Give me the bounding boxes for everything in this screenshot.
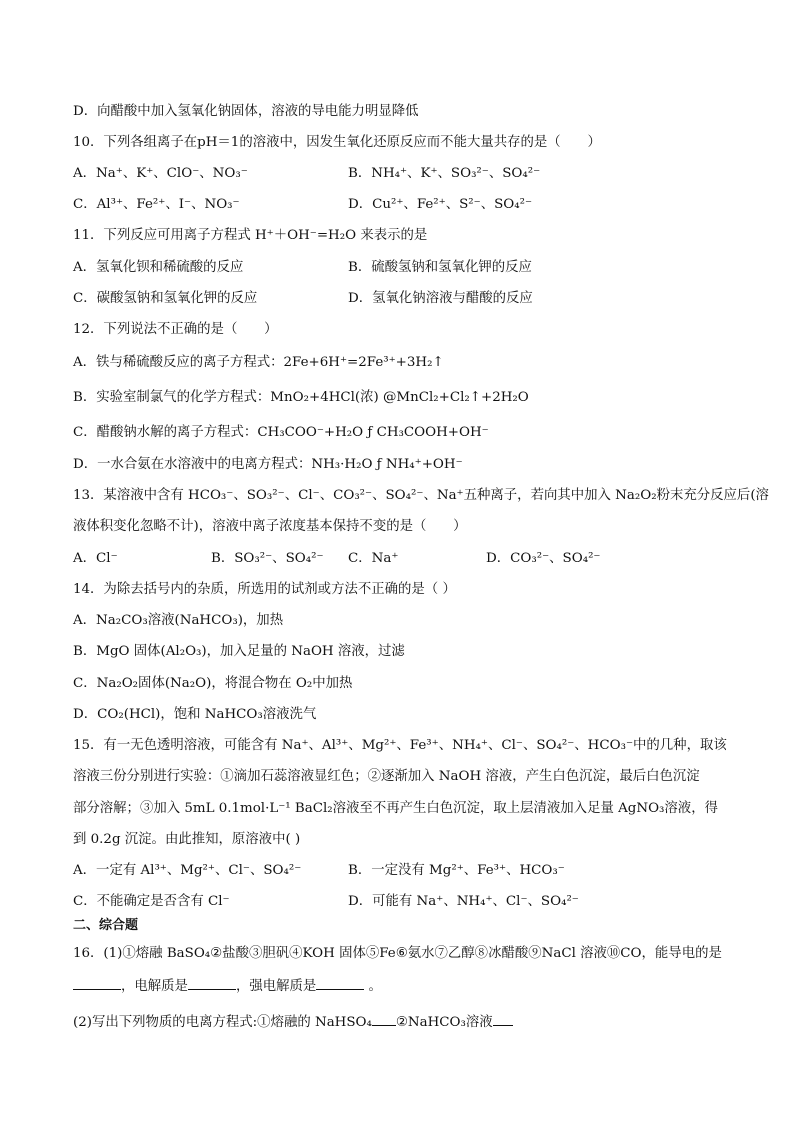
q15-stem: 15．有一无色透明溶液，可能含有 Na⁺、Al³⁺、Mg²⁺、Fe³⁺、NH₄⁺、Cl⁻、SO₄²⁻、HCO₃⁻中的几种，取该 <box>73 738 727 753</box>
q15-stem-cont-2: 部分溶解；③加入 5mL 0.1mol·L⁻¹ BaCl₂溶液至不再产生白色沉淀，取上层清液加入足量 AgNO₃溶液，得 <box>73 801 718 816</box>
answer-blank-conductive[interactable] <box>73 976 121 990</box>
q9-option-d: D．向醋酸中加入氢氧化钠固体，溶液的导电能力明显降低 <box>73 104 419 119</box>
q10-option-a: A．Na⁺、K⁺、ClO⁻、NO₃⁻ <box>73 166 248 181</box>
q15-option-d: D．可能有 Na⁺、NH₄⁺、Cl⁻、SO₄²⁻ <box>348 894 579 909</box>
q16-line-3 <box>73 1012 513 1032</box>
q14-option-c: C．Na₂O₂固体(Na₂O)，将混合物在 O₂中加热 <box>73 676 353 691</box>
q11-option-d: D．氢氧化钠溶液与醋酸的反应 <box>348 291 533 306</box>
q13-option-a: A．Cl⁻ <box>73 551 118 566</box>
q13-stem-cont: 液体积变化忽略不计)，溶液中离子浓度基本保持不变的是（ ） <box>73 519 467 534</box>
q11-option-b: B．硫酸氢钠和氢氧化钾的反应 <box>348 260 532 275</box>
q16-part2-text-b: ②NaHCO₃溶液 <box>395 1015 493 1030</box>
q16-line-1: 16．(1)①熔融 BaSO₄②盐酸③胆矾④KOH 固体⑤Fe⑥氨水⑦乙醇⑧冰醋酸⑨NaCl 溶液⑩CO，能导电的是 <box>73 946 722 961</box>
q13-option-c: C．Na⁺ <box>348 551 399 566</box>
q15-option-b: B．一定没有 Mg²⁺、Fe³⁺、HCO₃⁻ <box>348 863 565 878</box>
answer-blank-electrolyte[interactable] <box>188 976 236 990</box>
section-title: 二、综合题 <box>73 918 139 933</box>
q12-option-a: A．铁与稀硫酸反应的离子方程式：2Fe+6H⁺=2Fe³⁺+3H₂↑ <box>73 355 444 370</box>
q14-option-b: B．MgO 固体(Al₂O₃)，加入足量的 NaOH 溶液，过滤 <box>73 644 405 659</box>
q14-option-d: D．CO₂(HCl)，饱和 NaHCO₃溶液洗气 <box>73 707 317 722</box>
q16-line-2 <box>73 976 382 996</box>
q15-stem-cont-1: 溶液三份分别进行实验：①滴加石蕊溶液显红色；②逐渐加入 NaOH 溶液，产生白色沉淀，最后白色沉淀 <box>73 769 700 784</box>
q16-text-end: 。 <box>364 979 382 994</box>
q14-option-a: A．Na₂CO₃溶液(NaHCO₃)，加热 <box>73 613 284 628</box>
q12-stem: 12．下列说法不正确的是（ ） <box>73 322 278 337</box>
q11-stem: 11．下列反应可用离子方程式 H⁺＋OH⁻=H₂O 来表示的是 <box>73 228 428 243</box>
q16-text-electrolyte: ，电解质是 <box>121 979 188 994</box>
q15-stem-cont-3: 到 0.2g 沉淀。由此推知，原溶液中( ) <box>73 832 301 847</box>
q13-stem: 13．某溶液中含有 HCO₃⁻、SO₃²⁻、Cl⁻、CO₃²⁻、SO₄²⁻、Na⁺五种离子，若向其中加入 Na₂O₂粉末充分反应后(溶 <box>73 488 769 503</box>
q15-option-c: C．不能确定是否含有 Cl⁻ <box>73 894 230 909</box>
q12-option-d: D．一水合氨在水溶液中的电离方程式：NH₃·H₂O ƒ NH₄⁺+OH⁻ <box>73 457 463 472</box>
q12-option-c: C．醋酸钠水解的离子方程式：CH₃COO⁻+H₂O ƒ CH₃COOH+OH⁻ <box>73 425 489 440</box>
answer-blank-nahco3[interactable] <box>493 1012 513 1026</box>
q10-stem: 10．下列各组离子在pH＝1的溶液中，因发生氧化还原反应而不能大量共存的是（ ） <box>73 135 601 150</box>
answer-blank-nahso4[interactable] <box>372 1012 396 1026</box>
q11-option-c: C．碳酸氢钠和氢氧化钾的反应 <box>73 291 258 306</box>
q16-text-strong-electrolyte: ，强电解质是 <box>235 979 317 994</box>
q10-option-d: D．Cu²⁺、Fe²⁺、S²⁻、SO₄²⁻ <box>348 197 533 212</box>
q14-stem: 14．为除去括号内的杂质，所选用的试剂或方法不正确的是（ ） <box>73 582 456 597</box>
q12-option-b: B．实验室制氯气的化学方程式：MnO₂+4HCl(浓) @MnCl₂+Cl₂↑+2H₂O <box>73 390 529 405</box>
q11-option-a: A．氢氧化钡和稀硫酸的反应 <box>73 260 244 275</box>
answer-blank-strong-electrolyte[interactable] <box>316 976 364 990</box>
q10-option-c: C．Al³⁺、Fe²⁺、I⁻、NO₃⁻ <box>73 197 240 212</box>
q16-part2-text: (2)写出下列物质的电离方程式:①熔融的 NaHSO₄ <box>73 1015 372 1030</box>
q13-option-b: B．SO₃²⁻、SO₄²⁻ <box>211 551 324 566</box>
q10-option-b: B．NH₄⁺、K⁺、SO₃²⁻、SO₄²⁻ <box>348 166 541 181</box>
q13-option-d: D．CO₃²⁻、SO₄²⁻ <box>486 551 601 566</box>
q15-option-a: A．一定有 Al³⁺、Mg²⁺、Cl⁻、SO₄²⁻ <box>73 863 302 878</box>
